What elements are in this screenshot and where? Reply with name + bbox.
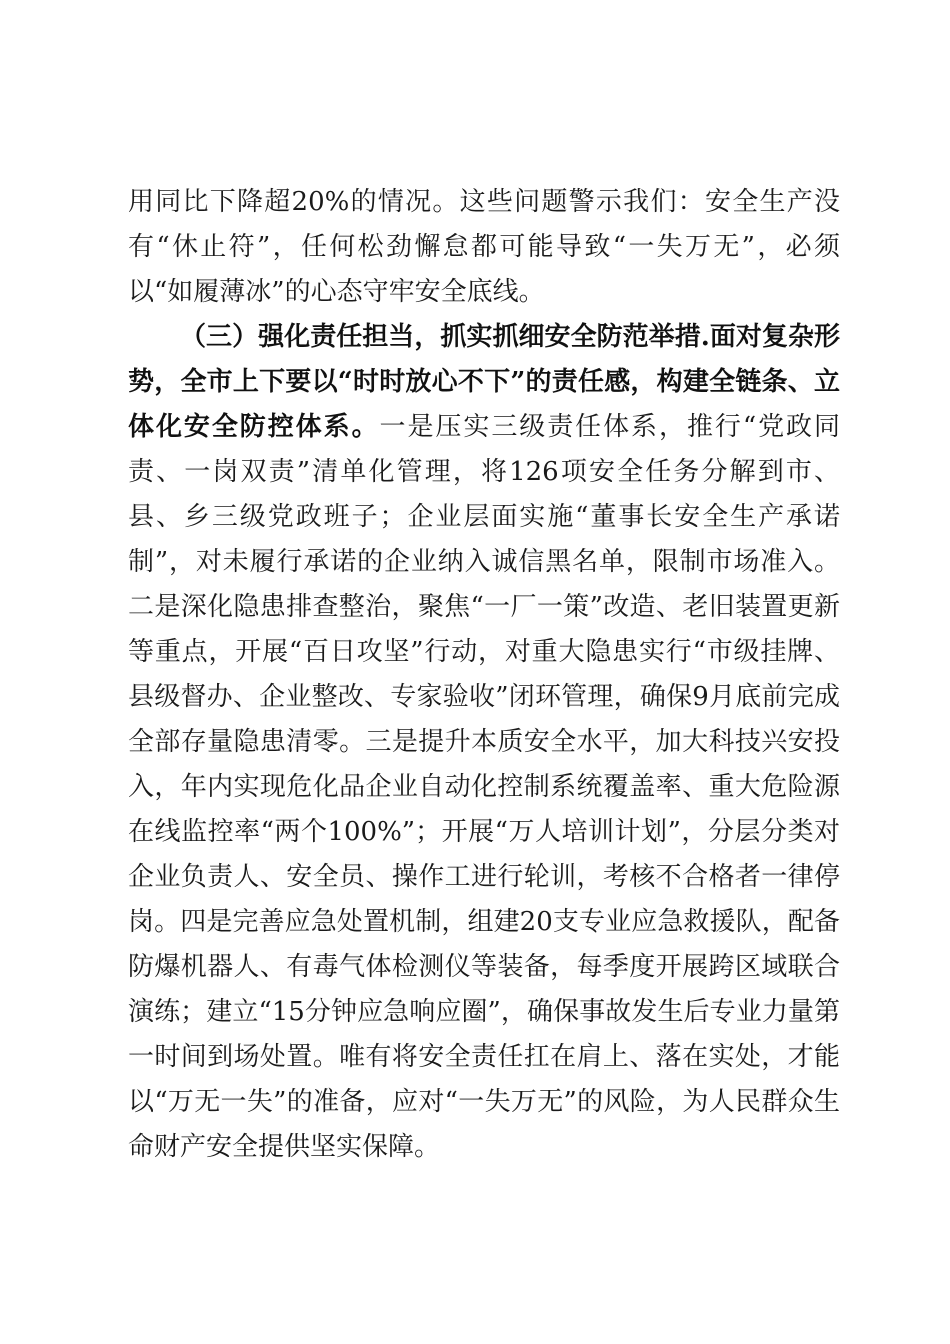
section-heading: （三）强化责任担当，抓实抓细安全防范举措.面对复杂形势，全市上下要以“时时放心不下”的责任感，构建全链条、立体化安全防控体系。 (128, 322, 840, 442)
paragraph-continued: 用同比下降超20%的情况。这些问题警示我们：安全生产没有“休止符”，任何松劲懈怠都可能导致“一失万无”，必须以“如履薄冰”的心态守牢安全底线。 (128, 187, 840, 307)
section-body: 一是压实三级责任体系，推行“党政同责、一岗双责”清单化管理，将126项安全任务分解到市、县、乡三级党政班子；企业层面实施“董事长安全生产承诺制”，对未履行承诺的企业纳入诚信黑名单，限制市场准入。二是深化隐患排查整治，聚焦“一厂一策”改造、老旧装置更新等重点，开展“百日攻坚”行动，对重大隐患实行“市级挂牌、县级督办、企业整改、专家验收”闭环管理，确保9月底前完成全部存量隐患清零。三是提升本质安全水平，加大科技兴安投入，年内实现危化品企业自动化控制系统覆盖率、重大危险源在线监控率“两个100%”；开展“万人培训计划”，分层分类对企业负责人、安全员、操作工进行轮训，考核不合格者一律停岗。四是完善应急处置机制，组建20支专业应急救援队，配备防爆机器人、有毒气体检测仪等装备，每季度开展跨区域联合演练；建立“15分钟应急响应圈”，确保事故发生后专业力量第一时间到场处置。唯有将安全责任扛在肩上、落在实处，才能以“万无一失”的准备，应对“一失万无”的风险，为人民群众生命财产安全提供坚实保障。 (128, 412, 840, 1162)
document-body (128, 180, 840, 1170)
paragraph-section-three (128, 315, 840, 1170)
